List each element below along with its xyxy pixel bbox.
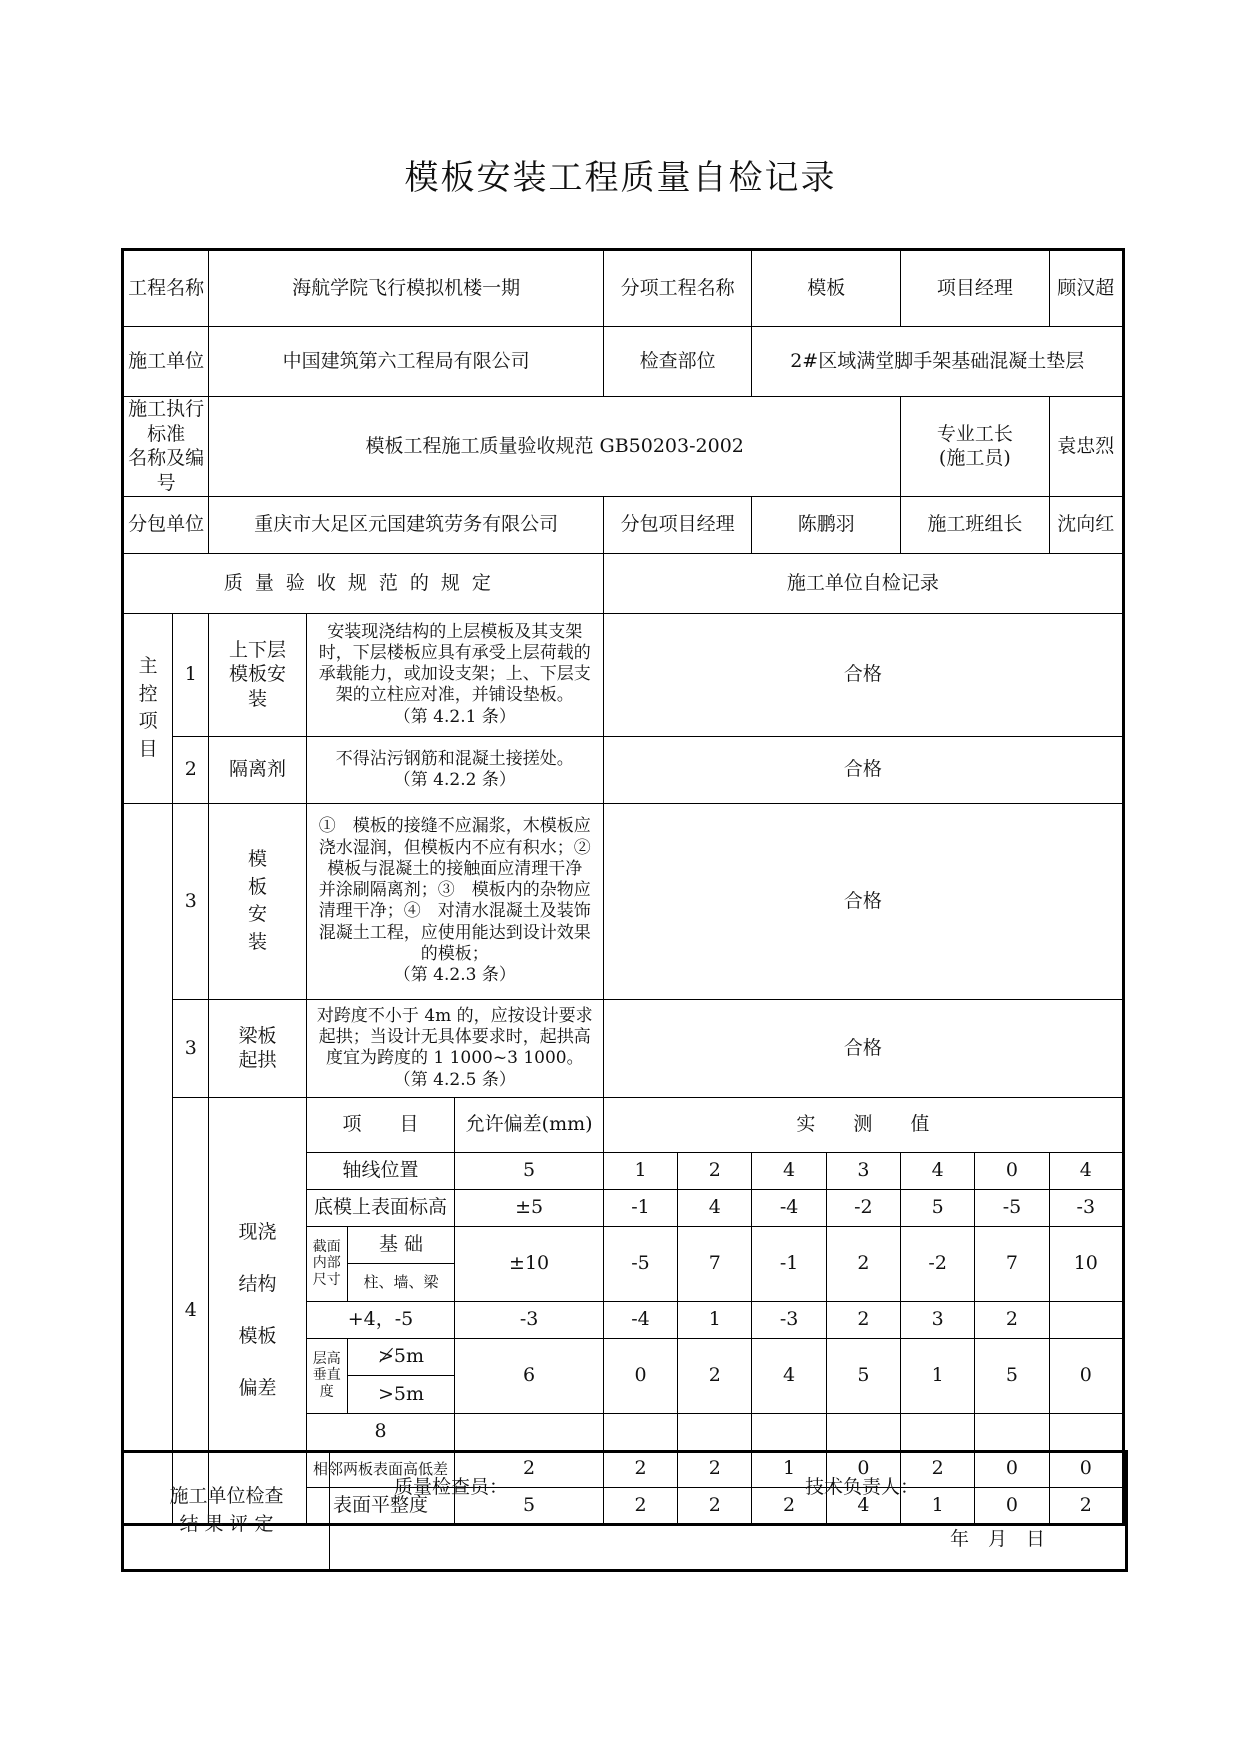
measured-value <box>603 1413 677 1450</box>
general-row-1 <box>123 803 1124 999</box>
measured-value: 2 <box>826 1301 900 1338</box>
pm-label: 项目经理 <box>901 250 1050 327</box>
measured-value: 3 <box>901 1301 975 1338</box>
measured-value: -1 <box>752 1226 826 1301</box>
record-header: 施工单位自检记录 <box>603 553 1123 613</box>
deviation-allow: 6 <box>455 1338 604 1413</box>
standard-label: 施工执行标准 名称及编号 <box>123 397 209 497</box>
measured-value: 1 <box>678 1301 752 1338</box>
part-label: 检查部位 <box>603 327 752 397</box>
item-no: 3 <box>173 803 209 999</box>
deviation-allow: +4，-5 <box>306 1301 455 1338</box>
item-result: 合格 <box>603 999 1123 1097</box>
item-result: 合格 <box>603 803 1123 999</box>
tech-lead-label: 技术负责人： <box>805 1476 920 1498</box>
header-row-4 <box>123 496 1124 553</box>
measured-value: -4 <box>752 1189 826 1226</box>
section-header-row <box>123 553 1124 613</box>
measured-value: 2 <box>678 1338 752 1413</box>
measured-value: 2 <box>678 1450 752 1487</box>
measured-value: 5 <box>901 1189 975 1226</box>
measured-value: 2 <box>975 1301 1049 1338</box>
section-group-label: 截面内部尺寸 <box>307 1227 348 1301</box>
measured-value <box>455 1413 604 1450</box>
main-control-label: 主 控 项 目 <box>123 613 173 803</box>
measured-value: 0 <box>1049 1450 1123 1487</box>
height-group-label: 层高垂直度 <box>307 1339 348 1413</box>
part-value: 2#区域满堂脚手架基础混凝土垫层 <box>752 327 1124 397</box>
item-spec: 不得沾污钢筋和混凝土接搓处。 （第 4.2.2 条） <box>306 736 603 803</box>
measured-value: -5 <box>603 1226 677 1301</box>
measured-value: 0 <box>975 1487 1049 1524</box>
measured-value: 0 <box>975 1450 1049 1487</box>
measured-value: 1 <box>901 1338 975 1413</box>
unit-label: 施工单位 <box>123 327 209 397</box>
measured-value: 2 <box>603 1487 677 1524</box>
item-spec: 安装现浇结构的上层模板及其支架 时，下层楼板应具有承受上层荷载的 承载能力，或加设支架；上、下层支 架的立柱应对准，并铺设垫板。 （第 4.2.1 条） <box>306 613 603 736</box>
deviation-subitem: 基 础 <box>347 1227 454 1264</box>
deviation-item: 表面平整度 <box>306 1487 455 1524</box>
measured-value: 4 <box>752 1152 826 1189</box>
measured-value: 4 <box>678 1189 752 1226</box>
measured-value: 5 <box>826 1338 900 1413</box>
deviation-allow: ±5 <box>455 1189 604 1226</box>
deviation-item: 轴线位置 <box>306 1152 455 1189</box>
measured-value: -2 <box>901 1226 975 1301</box>
measured-value: -3 <box>1049 1189 1123 1226</box>
evaluation-body <box>330 1452 1127 1571</box>
item-no: 4 <box>173 1097 209 1524</box>
measured-value <box>826 1413 900 1450</box>
item-name: 上下层 模板安 装 <box>209 613 306 736</box>
measured-value: 2 <box>1049 1487 1123 1524</box>
deviation-subitem: >5m <box>377 1382 425 1405</box>
deviation-item-header: 项 目 <box>306 1097 455 1152</box>
item-spec: 对跨度不小于 4m 的，应按设计要求 起拱；当设计无具体要求时，起拱高 度宜为跨度的 1 1000~3 1000。 （第 4.2.5 条） <box>306 999 603 1097</box>
standard-value: 模板工程施工质量验收规范 GB50203-2002 <box>209 397 901 497</box>
deviation-subitem: ≯5m <box>347 1339 454 1376</box>
measured-value: -1 <box>603 1189 677 1226</box>
evaluation-label: 施工单位检查 结 果 评 定 <box>123 1452 330 1571</box>
measured-value: 2 <box>901 1450 975 1487</box>
measured-value: 2 <box>678 1487 752 1524</box>
item-name: 梁板 起拱 <box>209 999 306 1097</box>
subitem-label: 分项工程名称 <box>603 250 752 327</box>
sub-pm-label: 分包项目经理 <box>603 496 752 553</box>
deviation-allow: 5 <box>455 1487 604 1524</box>
project-name: 海航学院飞行模拟机楼一期 <box>209 250 604 327</box>
measured-value: 10 <box>1049 1226 1123 1301</box>
inspection-table <box>121 248 1125 1526</box>
subitem-value: 模板 <box>752 250 901 327</box>
measured-value <box>678 1413 752 1450</box>
header-row-2 <box>123 327 1124 397</box>
project-name-label: 工程名称 <box>123 250 209 327</box>
deviation-item: 底模上表面标高 <box>306 1189 455 1226</box>
team-value: 沈向红 <box>1049 496 1123 553</box>
measured-value: 4 <box>901 1152 975 1189</box>
item-spec: ① 模板的接缝不应漏浆，木模板应 浇水湿润，但模板内不应有积水；② 模板与混凝土的接触面应清理干净 并涂刷隔离剂；③ 模板内的杂物应 清理干净；④ 对清水混凝土及装饰 混凝土工程，应使用能达到设计效果 的模板； （第 4.2.3 条） <box>306 803 603 999</box>
sub-pm-value: 陈鹏羽 <box>752 496 901 553</box>
general-label <box>123 803 173 1524</box>
unit-value: 中国建筑第六工程局有限公司 <box>209 327 604 397</box>
measured-value: -5 <box>975 1189 1049 1226</box>
measured-value: 0 <box>826 1450 900 1487</box>
item-result: 合格 <box>603 736 1123 803</box>
item-name: 隔离剂 <box>209 736 306 803</box>
page-title: 模板安装工程质量自检记录 <box>404 158 837 198</box>
measured-value: 2 <box>752 1487 826 1524</box>
header-row-1 <box>123 250 1124 327</box>
measured-value: -3 <box>752 1301 826 1338</box>
spec-header: 质量验收规范的规定 <box>123 553 604 613</box>
team-label: 施工班组长 <box>901 496 1050 553</box>
deviation-item <box>306 1338 455 1413</box>
deviation-header-row <box>123 1097 1124 1152</box>
measured-value: 2 <box>678 1152 752 1189</box>
deviation-allow: 8 <box>306 1413 455 1450</box>
foreman-value: 袁忠烈 <box>1049 397 1123 497</box>
measured-value: 4 <box>752 1338 826 1413</box>
main-control-row-1 <box>123 613 1124 736</box>
measured-value: 4 <box>1049 1152 1123 1189</box>
evaluation-table <box>121 1450 1128 1572</box>
measured-value: -3 <box>455 1301 604 1338</box>
item-result: 合格 <box>603 613 1123 736</box>
item-no: 1 <box>173 613 209 736</box>
measured-value: 3 <box>826 1152 900 1189</box>
deviation-allow: ±10 <box>455 1226 604 1301</box>
general-row-2 <box>123 999 1124 1097</box>
measured-value: -2 <box>826 1189 900 1226</box>
deviation-item <box>306 1226 455 1301</box>
measured-value <box>975 1413 1049 1450</box>
sub-unit-label: 分包单位 <box>123 496 209 553</box>
measured-value: 4 <box>826 1487 900 1524</box>
measured-value: 1 <box>901 1487 975 1524</box>
deviation-name: 现浇 结构 模板 偏差 <box>209 1097 306 1524</box>
measured-value: 2 <box>826 1226 900 1301</box>
measured-value <box>901 1413 975 1450</box>
measured-value: 2 <box>603 1450 677 1487</box>
item-no: 2 <box>173 736 209 803</box>
measured-value: 7 <box>678 1226 752 1301</box>
deviation-allow: 2 <box>455 1450 604 1487</box>
header-row-3 <box>123 397 1124 497</box>
measured-value: 7 <box>975 1226 1049 1301</box>
measured-value: 1 <box>752 1450 826 1487</box>
deviation-allow: 5 <box>455 1152 604 1189</box>
deviation-measured-header: 实 测 值 <box>603 1097 1123 1152</box>
deviation-subitem: 柱、墙、梁 <box>363 1273 439 1292</box>
measured-value: 0 <box>603 1338 677 1413</box>
measured-value <box>752 1413 826 1450</box>
measured-value: 1 <box>603 1152 677 1189</box>
foreman-label: 专业工长 (施工员) <box>901 397 1050 497</box>
sub-unit-value: 重庆市大足区元国建筑劳务有限公司 <box>209 496 604 553</box>
measured-value: -4 <box>603 1301 677 1338</box>
deviation-item: 相邻两板表面高低差 <box>306 1450 455 1487</box>
measured-value: 0 <box>1049 1338 1123 1413</box>
quality-inspector-label: 质量检查员： <box>394 1476 509 1498</box>
measured-value: 0 <box>975 1152 1049 1189</box>
main-control-row-2 <box>123 736 1124 803</box>
item-name: 模 板 安 装 <box>209 803 306 999</box>
measured-value: 5 <box>975 1338 1049 1413</box>
deviation-allow-header: 允许偏差(mm) <box>455 1097 604 1152</box>
item-no: 3 <box>173 999 209 1097</box>
date-label: 年 月 日 <box>950 1528 1046 1550</box>
pm-value: 顾汉超 <box>1049 250 1123 327</box>
